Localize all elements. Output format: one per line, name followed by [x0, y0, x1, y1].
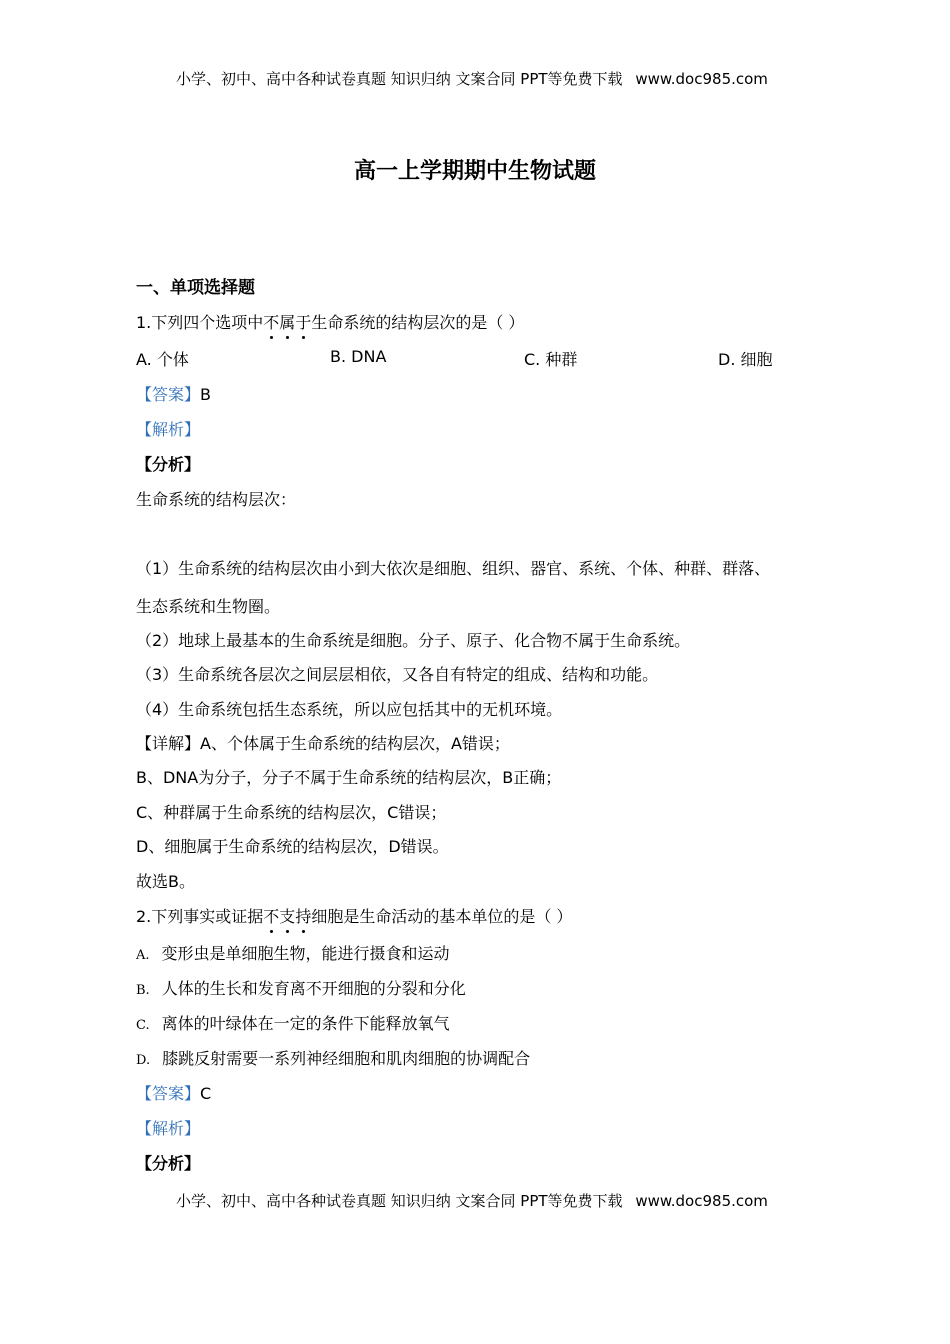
- header-url[interactable]: www.doc985.com: [635, 70, 768, 88]
- q2-stem-post: 细胞是生命活动的基本单位的是（ ）: [311, 907, 573, 926]
- q1-emph-1: 不: [263, 310, 279, 333]
- q1-point-2: （2）地球上最基本的生命系统是细胞。分子、原子、化合物不属于生命系统。: [136, 631, 691, 650]
- q1-detail-3: C、种群属于生命系统的结构层次，C错误；: [136, 803, 447, 822]
- q1-intro: 生命系统的结构层次：: [136, 490, 297, 509]
- q1-detail-1: 【详解】A、个体属于生命系统的结构层次，A错误；: [136, 734, 510, 753]
- q1-option-c: C. 种群: [524, 350, 578, 369]
- q1-answer-label: 【答案】: [136, 385, 201, 404]
- q1-fenxi-label: 【分析】: [136, 455, 201, 474]
- q1-point-4: （4）生命系统包括生态系统，所以应包括其中的无机环境。: [136, 700, 563, 719]
- q2-option-c: C. 离体的叶绿体在一定的条件下能释放氧气: [136, 1014, 450, 1033]
- section-heading: 一、单项选择题: [136, 278, 255, 298]
- footer-text: 小学、初中、高中各种试卷真题 知识归纳 文案合同 PPT等免费下载: [176, 1192, 623, 1210]
- q1-option-d: D. 细胞: [718, 350, 773, 369]
- page-header: [176, 68, 768, 89]
- footer-url[interactable]: www.doc985.com: [635, 1192, 768, 1210]
- question-1-stem: [136, 310, 524, 333]
- q1-emph-3: 于: [295, 310, 311, 333]
- q2-emph-1: 不: [263, 904, 279, 927]
- q2-answer-value: C: [200, 1084, 212, 1103]
- q1-point-1: （1）生命系统的结构层次由小到大依次是细胞、组织、器官、系统、个体、种群、群落、: [136, 559, 771, 578]
- q1-answer: [136, 382, 211, 405]
- q2-option-d: D. 膝跳反射需要一系列神经细胞和肌肉细胞的协调配合: [136, 1049, 531, 1068]
- q1-point-3: （3）生命系统各层次之间层层相依，又各自有特定的组成、结构和功能。: [136, 665, 659, 684]
- q2-fenxi-label: 【分析】: [136, 1154, 201, 1173]
- q1-detail-4: D、细胞属于生命系统的结构层次，D错误。: [136, 837, 449, 856]
- q2-emph-3: 持: [295, 904, 311, 927]
- q1-emph-2: 属: [279, 310, 295, 333]
- q2-analysis-label: 【解析】: [136, 1119, 201, 1138]
- q2-emph-2: 支: [279, 904, 295, 927]
- q2-answer-label: 【答案】: [136, 1084, 201, 1103]
- document-title: 高一上学期期中生物试题: [353, 159, 596, 184]
- q2-stem-pre: 2.下列事实或证据: [136, 907, 264, 926]
- q1-point-1-cont: 生态系统和生物圈。: [136, 597, 281, 616]
- q1-option-a: A. 个体: [136, 350, 189, 369]
- q2-option-a: A. 变形虫是单细胞生物，能进行摄食和运动: [136, 944, 450, 963]
- q1-analysis-label: 【解析】: [136, 420, 201, 439]
- q1-detail-2: B、DNA为分子，分子不属于生命系统的结构层次，B正确；: [136, 768, 562, 787]
- q2-option-b: B. 人体的生长和发育离不开细胞的分裂和分化: [136, 979, 466, 998]
- q1-answer-value: B: [200, 385, 211, 404]
- q1-stem-pre: 1.下列四个选项中: [136, 313, 264, 332]
- header-text: 小学、初中、高中各种试卷真题 知识归纳 文案合同 PPT等免费下载: [176, 70, 623, 88]
- q1-stem-post: 生命系统的结构层次的是（ ）: [311, 313, 525, 332]
- q1-conclusion: 故选B。: [136, 872, 195, 891]
- page-footer: [176, 1190, 768, 1211]
- q2-answer: [136, 1081, 211, 1104]
- question-2-stem: [136, 904, 572, 927]
- q1-option-b: B. DNA: [330, 347, 387, 366]
